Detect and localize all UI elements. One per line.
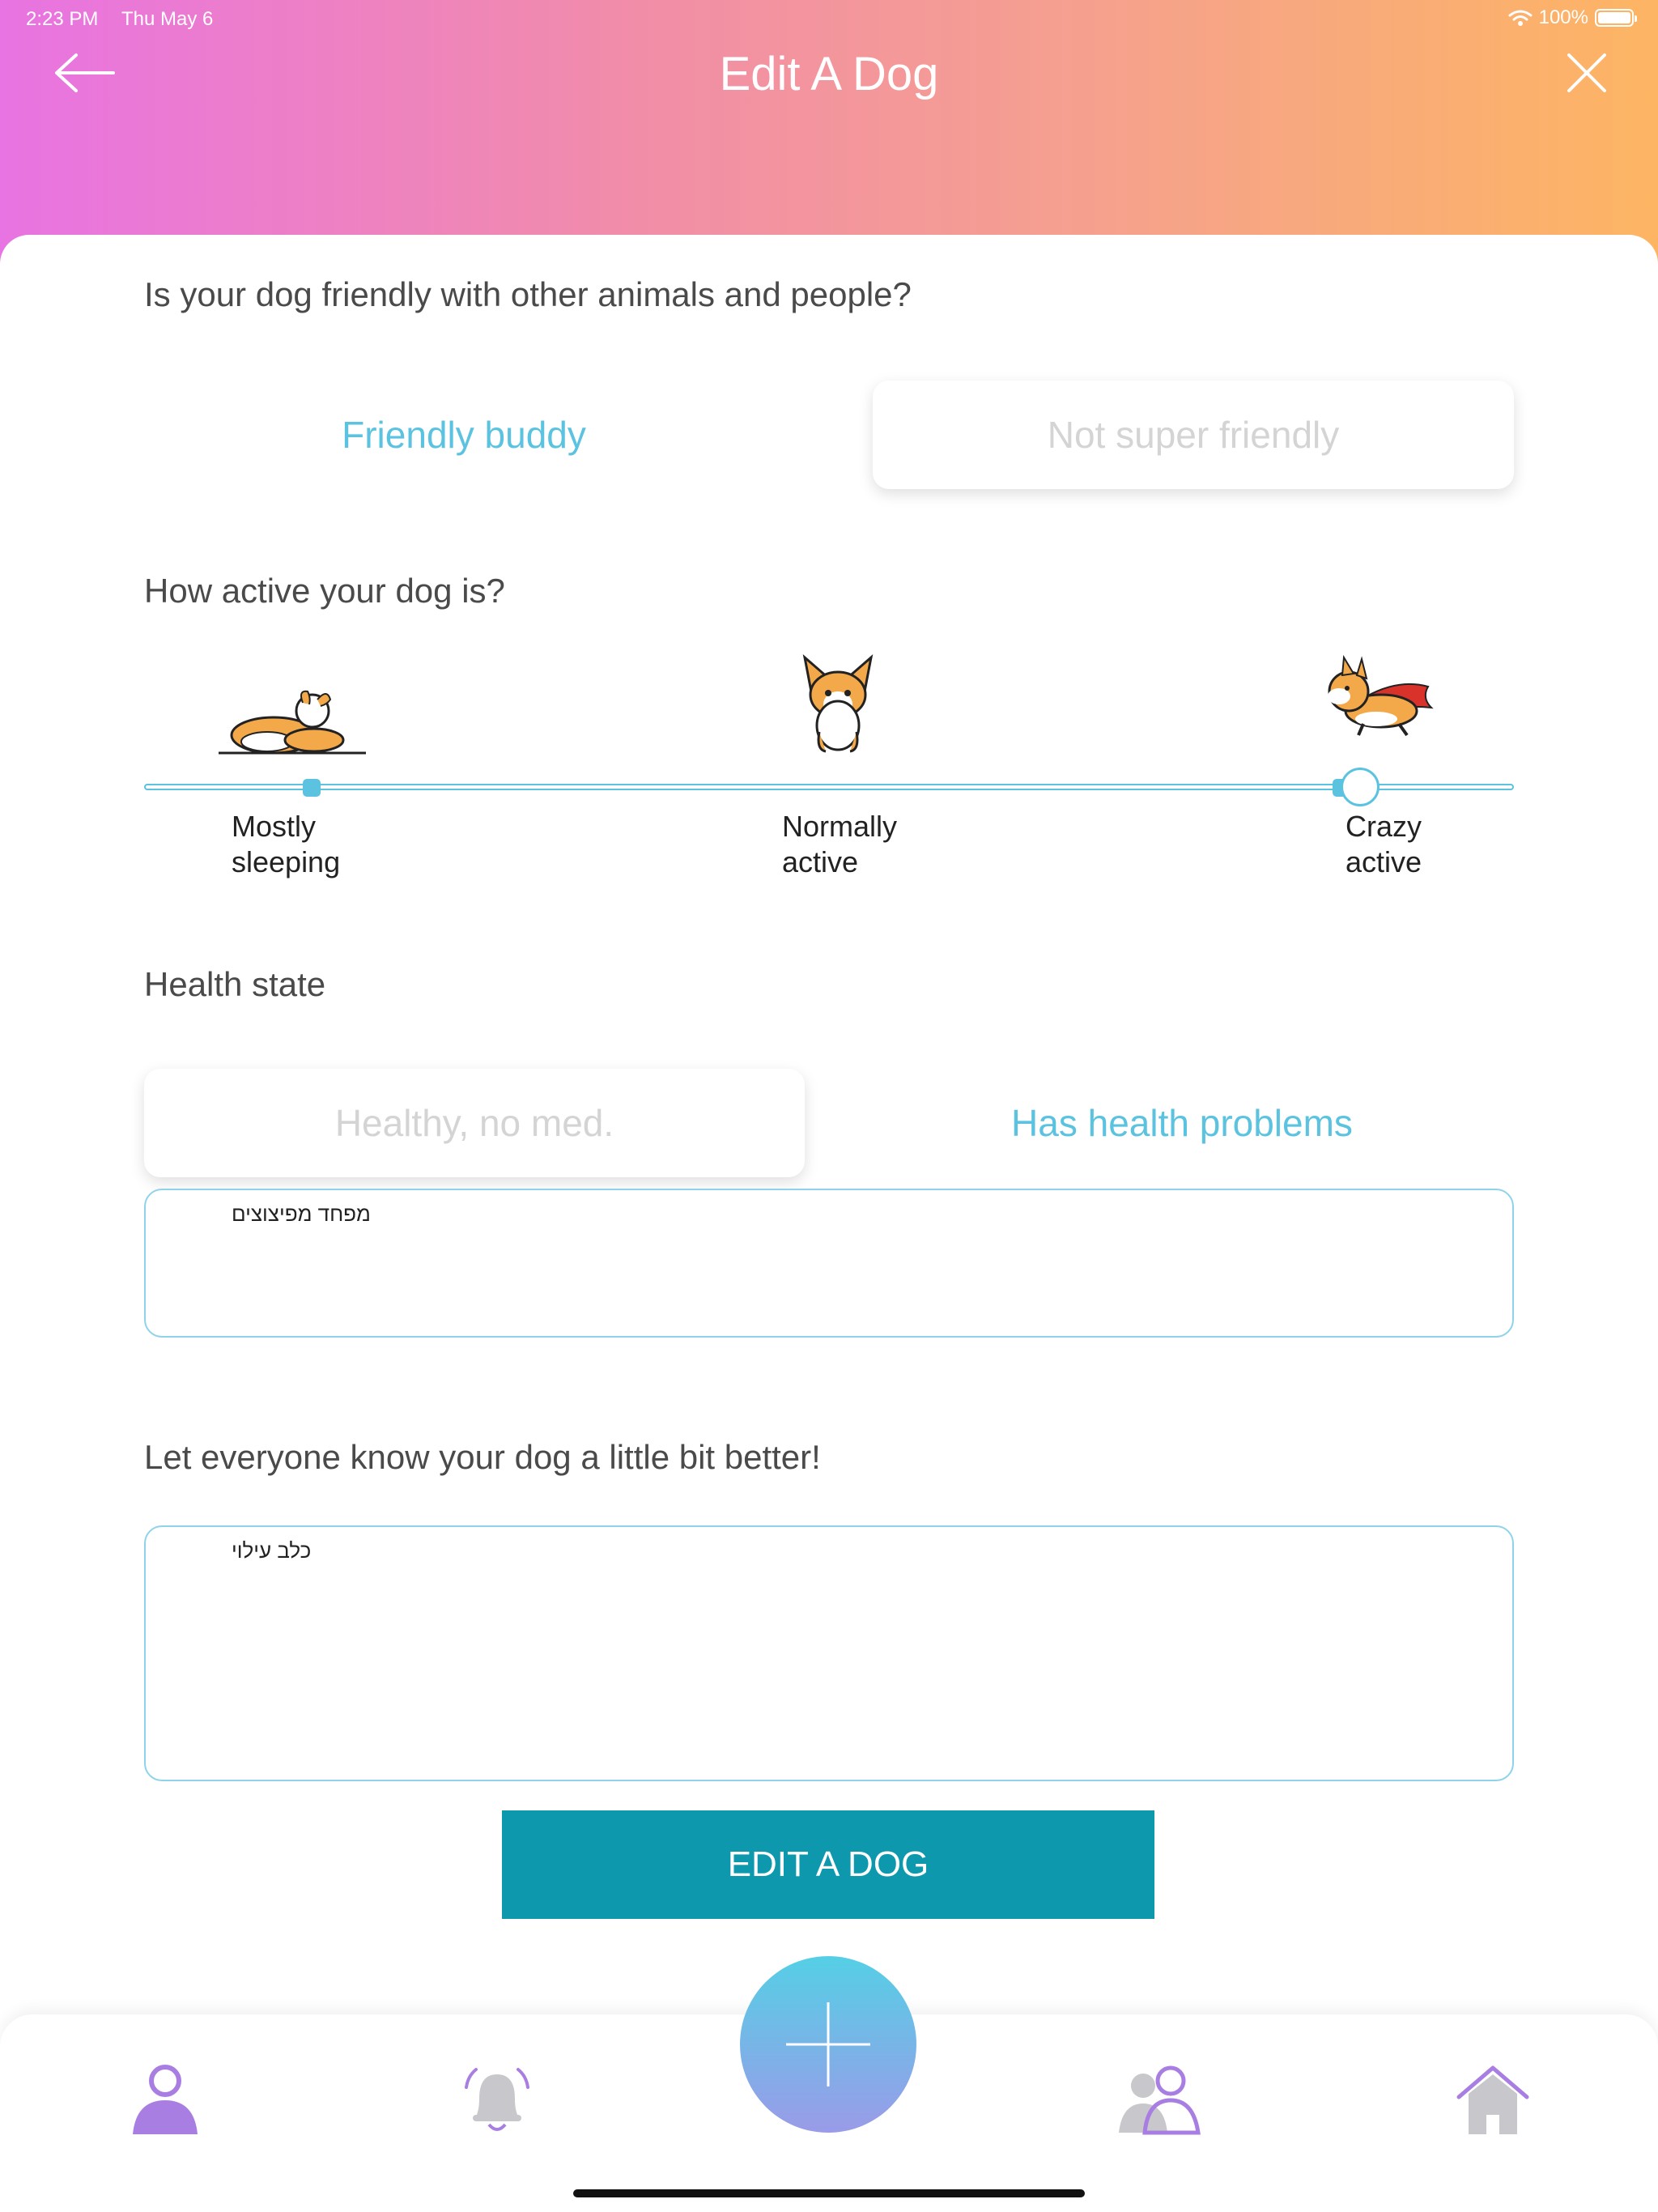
- health-question: Health state: [144, 965, 326, 1003]
- close-icon[interactable]: [1564, 50, 1609, 96]
- status-date: Thu May 6: [121, 8, 214, 30]
- activity-slider-track[interactable]: [144, 784, 1514, 790]
- sitting-corgi-icon: [801, 654, 874, 755]
- level-label-line: Crazy: [1346, 810, 1422, 843]
- status-indicators: [1508, 6, 1634, 29]
- header: [0, 0, 1658, 275]
- sleeping-corgi-icon: [217, 687, 368, 756]
- activity-slider-thumb[interactable]: [1341, 768, 1380, 806]
- level-label-line: Normally: [782, 810, 898, 843]
- health-problems-option[interactable]: Has health problems: [1011, 1102, 1353, 1144]
- about-text: כלב עילוי: [232, 1538, 312, 1563]
- level-label-line: sleeping: [232, 845, 341, 878]
- add-button[interactable]: [740, 1956, 916, 2133]
- friendly-buddy-option[interactable]: Friendly buddy: [342, 414, 586, 456]
- page-title: Edit A Dog: [719, 48, 939, 100]
- wifi-icon: [1508, 9, 1533, 27]
- not-friendly-option[interactable]: Not super friendly: [873, 381, 1514, 489]
- health-details-text: מפחד מפיצוצים: [232, 1202, 371, 1226]
- home-icon[interactable]: [1452, 2063, 1533, 2136]
- healthy-option[interactable]: Healthy, no med.: [144, 1069, 805, 1177]
- bell-icon[interactable]: [457, 2063, 538, 2136]
- friendly-question: Is your dog friendly with other animals and people?: [144, 275, 912, 313]
- level-label-normal: [782, 809, 993, 880]
- edit-dog-button[interactable]: EDIT A DOG: [502, 1810, 1154, 1919]
- slider-tick-sleeping[interactable]: [303, 779, 321, 797]
- friends-icon[interactable]: [1117, 2063, 1203, 2136]
- health-details-input[interactable]: [144, 1189, 1514, 1338]
- level-label-sleeping: [232, 809, 442, 880]
- about-question: Let everyone know your dog a little bit better!: [144, 1438, 821, 1476]
- profile-icon[interactable]: [125, 2063, 206, 2136]
- status-time: 2:23 PM: [26, 8, 99, 30]
- level-label-line: active: [782, 845, 859, 878]
- activity-question: How active your dog is?: [144, 572, 505, 610]
- level-label-line: Mostly: [232, 810, 317, 843]
- plus-icon: [783, 1999, 874, 2090]
- battery-percent: 100%: [1538, 6, 1588, 28]
- about-input[interactable]: [144, 1525, 1514, 1781]
- status-bar: [0, 0, 1658, 40]
- battery-icon: [1595, 9, 1634, 27]
- flying-corgi-icon: [1318, 654, 1435, 745]
- level-label-line: active: [1346, 845, 1422, 878]
- level-label-crazy: [1346, 809, 1556, 880]
- home-indicator: [573, 2189, 1085, 2197]
